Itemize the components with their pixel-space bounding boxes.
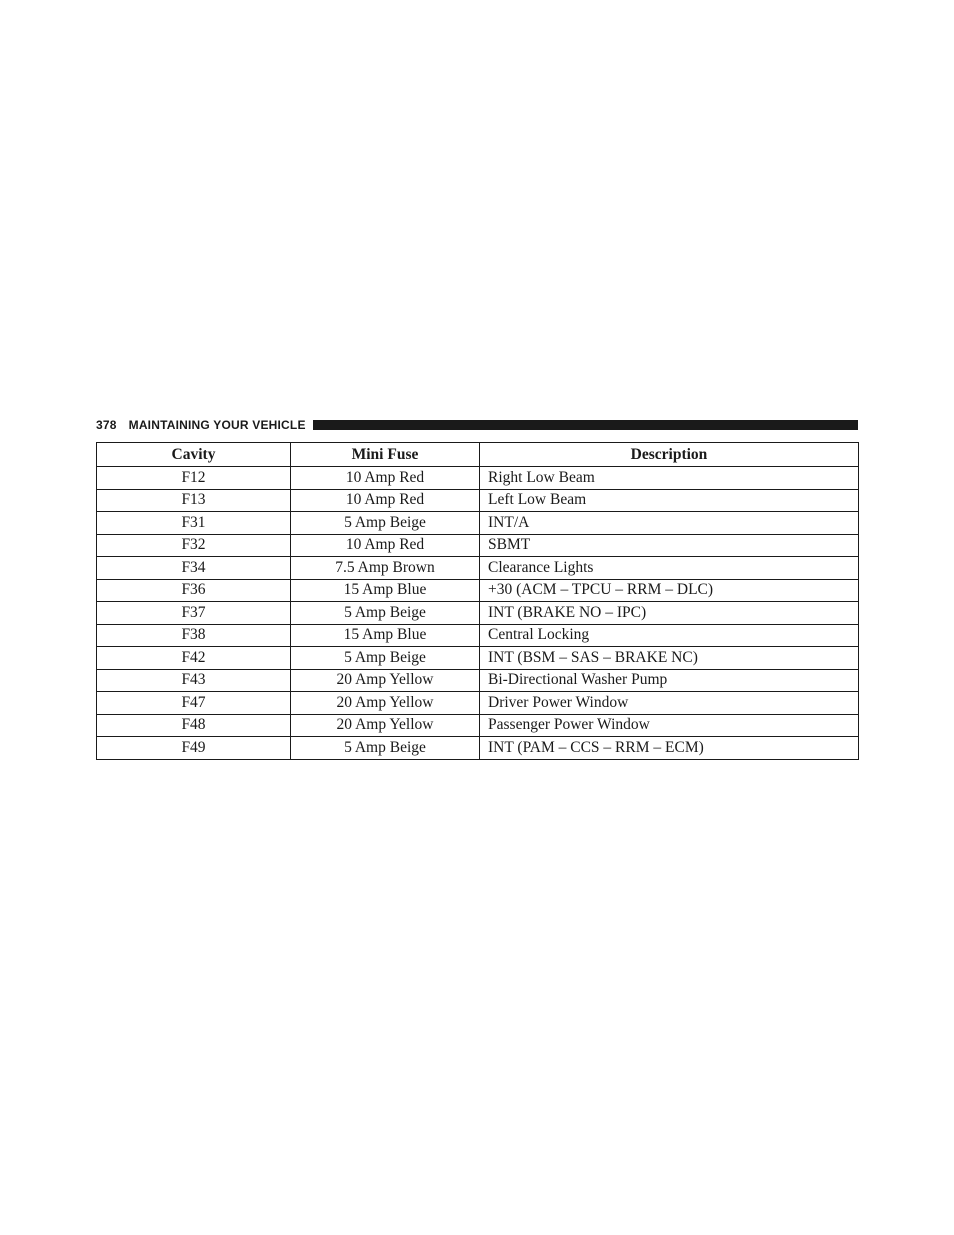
- cavity-cell: F49: [97, 737, 291, 760]
- cavity-cell: F32: [97, 534, 291, 557]
- page-header: [96, 417, 858, 432]
- column-header-cavity: Cavity: [97, 443, 291, 467]
- fuse-cell: 10 Amp Red: [291, 467, 480, 490]
- fuse-cell: 7.5 Amp Brown: [291, 557, 480, 580]
- cavity-cell: F42: [97, 647, 291, 670]
- table-row: [97, 489, 859, 512]
- description-cell: Passenger Power Window: [480, 714, 859, 737]
- description-cell: Central Locking: [480, 624, 859, 647]
- cavity-cell: F43: [97, 669, 291, 692]
- table-row: [97, 647, 859, 670]
- fuse-cell: 5 Amp Beige: [291, 602, 480, 625]
- description-cell: INT/A: [480, 512, 859, 535]
- description-cell: +30 (ACM – TPCU – RRM – DLC): [480, 579, 859, 602]
- table-row: [97, 534, 859, 557]
- cavity-cell: F38: [97, 624, 291, 647]
- cavity-cell: F48: [97, 714, 291, 737]
- fuse-table: [96, 442, 859, 760]
- table-row: [97, 557, 859, 580]
- description-cell: Left Low Beam: [480, 489, 859, 512]
- header-rule: [313, 420, 858, 430]
- cavity-cell: F36: [97, 579, 291, 602]
- description-cell: INT (BSM – SAS – BRAKE NC): [480, 647, 859, 670]
- description-cell: Right Low Beam: [480, 467, 859, 490]
- description-cell: INT (PAM – CCS – RRM – ECM): [480, 737, 859, 760]
- description-cell: Clearance Lights: [480, 557, 859, 580]
- section-title: MAINTAINING YOUR VEHICLE: [128, 417, 306, 432]
- cavity-cell: F37: [97, 602, 291, 625]
- description-cell: Driver Power Window: [480, 692, 859, 715]
- fuse-cell: 15 Amp Blue: [291, 624, 480, 647]
- page-number: 378: [96, 417, 117, 432]
- table-row: [97, 512, 859, 535]
- column-header-mini-fuse: Mini Fuse: [291, 443, 480, 467]
- cavity-cell: F12: [97, 467, 291, 490]
- fuse-cell: 20 Amp Yellow: [291, 714, 480, 737]
- cavity-cell: F31: [97, 512, 291, 535]
- table-header-row: [97, 443, 859, 467]
- fuse-cell: 20 Amp Yellow: [291, 692, 480, 715]
- fuse-cell: 10 Amp Red: [291, 534, 480, 557]
- table-row: [97, 714, 859, 737]
- table-row: [97, 579, 859, 602]
- cavity-cell: F34: [97, 557, 291, 580]
- column-header-description: Description: [480, 443, 859, 467]
- cavity-cell: F13: [97, 489, 291, 512]
- table-row: [97, 737, 859, 760]
- fuse-cell: 15 Amp Blue: [291, 579, 480, 602]
- table-row: [97, 624, 859, 647]
- table-row: [97, 467, 859, 490]
- table-row: [97, 669, 859, 692]
- table-row: [97, 692, 859, 715]
- description-cell: Bi-Directional Washer Pump: [480, 669, 859, 692]
- fuse-cell: 5 Amp Beige: [291, 737, 480, 760]
- fuse-cell: 5 Amp Beige: [291, 512, 480, 535]
- table-row: [97, 602, 859, 625]
- fuse-cell: 5 Amp Beige: [291, 647, 480, 670]
- cavity-cell: F47: [97, 692, 291, 715]
- description-cell: SBMT: [480, 534, 859, 557]
- fuse-cell: 10 Amp Red: [291, 489, 480, 512]
- description-cell: INT (BRAKE NO – IPC): [480, 602, 859, 625]
- fuse-cell: 20 Amp Yellow: [291, 669, 480, 692]
